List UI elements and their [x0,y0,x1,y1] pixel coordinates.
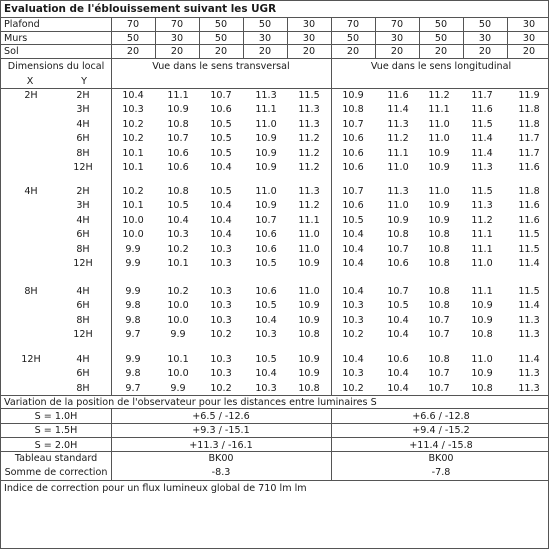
ugr-value-transverse: 10.5 [210,133,232,145]
ugr-value-longitudinal: 11.6 [387,90,409,101]
ugr-value-transverse: 10.0 [167,300,189,312]
ugr-value-transverse: 10.6 [167,147,189,159]
ugr-value-longitudinal: 10.7 [428,329,450,341]
ugr-value-transverse: 10.4 [255,368,277,380]
rule [1,31,549,32]
reflectance-value: 70 [346,19,360,30]
reflectance-value: 20 [346,46,360,57]
ugr-value-transverse: 10.1 [122,200,144,212]
ugr-value-transverse: 11.1 [167,90,189,101]
ugr-value-longitudinal: 10.6 [387,258,409,269]
ugr-value-longitudinal: 11.1 [471,243,493,255]
room-y-dimension: 6H [76,368,90,380]
room-y-dimension: 6H [76,229,90,241]
x-label: X [26,76,34,87]
ugr-value-transverse: 10.3 [210,354,232,365]
ugr-value-longitudinal: 11.9 [518,90,540,101]
ugr-value-longitudinal: 11.6 [518,214,540,226]
ugr-value-longitudinal: 11.1 [387,147,409,159]
reflectance-value: 30 [302,32,316,44]
reflectance-value: 30 [302,19,316,30]
ugr-value-longitudinal: 10.9 [387,214,409,226]
ugr-value-transverse: 10.3 [210,314,232,326]
ugr-value-longitudinal: 10.7 [342,186,364,197]
ugr-value-transverse: 10.7 [255,214,277,226]
ugr-value-longitudinal: 10.9 [471,300,493,312]
ugr-value-transverse: 10.5 [210,186,232,197]
room-y-dimension: 4H [76,286,90,297]
ugr-value-longitudinal: 11.3 [518,329,540,341]
ugr-value-transverse: 10.5 [255,300,277,312]
room-y-dimension: 12H [73,258,93,269]
ugr-value-longitudinal: 11.7 [471,90,493,101]
reflectance-value: 50 [434,32,448,44]
ugr-value-transverse: 10.3 [210,368,232,380]
ugr-value-transverse: 10.9 [298,300,320,312]
ugr-value-transverse: 9.8 [125,300,141,312]
ugr-value-transverse: 10.8 [298,382,320,394]
reflectance-value: 30 [478,32,492,44]
ugr-value-longitudinal: 10.7 [387,243,409,255]
ugr-value-transverse: 10.7 [167,133,189,145]
ugr-value-transverse: 11.3 [298,186,320,197]
rule [463,17,464,58]
ugr-value-transverse: 10.5 [210,147,232,159]
ugr-value-longitudinal: 11.4 [387,104,409,116]
reflectance-value: 20 [302,46,316,57]
reflectance-value: 30 [390,32,404,44]
dimensions-label: Dimensions du local [7,61,105,72]
ugr-value-transverse: 10.9 [298,314,320,326]
ugr-value-longitudinal: 11.4 [471,147,493,159]
reflectance-label: Sol [4,46,19,57]
room-y-dimension: 6H [76,133,90,145]
ugr-value-longitudinal: 10.6 [342,162,364,173]
ugr-value-longitudinal: 10.4 [387,382,409,394]
ugr-value-longitudinal: 10.4 [387,314,409,326]
reflectance-value: 20 [126,46,140,57]
ugr-value-transverse: 9.7 [125,382,141,394]
reflectance-value: 70 [126,19,140,30]
ugr-value-longitudinal: 11.1 [428,104,450,116]
reflectance-value: 50 [346,32,360,44]
reflectance-value: 70 [390,19,404,30]
ugr-value-longitudinal: 10.7 [428,382,450,394]
ugr-value-longitudinal: 10.4 [342,258,364,269]
room-x-dimension: 8H [24,286,38,297]
ugr-value-transverse: 10.9 [167,104,189,116]
room-x-dimension: 4H [24,186,38,197]
ugr-value-longitudinal: 11.4 [471,133,493,145]
rule [243,17,244,58]
ugr-value-transverse: 10.6 [167,162,189,173]
rule [375,17,376,58]
reflectance-value: 20 [434,46,448,57]
ugr-value-longitudinal: 11.4 [518,354,540,365]
ugr-value-transverse: 11.0 [298,243,320,255]
ugr-value-transverse: 10.1 [167,354,189,365]
ugr-value-transverse: 10.2 [167,286,189,297]
transverse-view-label: Vue dans le sens transversal [152,61,290,72]
ugr-value-transverse: 11.3 [298,104,320,116]
ugr-value-transverse: 9.9 [170,329,186,341]
room-y-dimension: 8H [76,382,90,394]
ugr-value-transverse: 11.2 [298,162,320,173]
ugr-value-longitudinal: 11.5 [518,243,540,255]
rule [331,408,332,480]
ugr-value-transverse: 10.5 [255,354,277,365]
ugr-value-longitudinal: 10.4 [342,229,364,241]
room-x-dimension: 2H [24,90,38,101]
ugr-value-transverse: 10.0 [122,214,144,226]
reflectance-value: 30 [522,32,536,44]
rule [155,17,156,58]
ugr-value-transverse: 11.2 [298,200,320,212]
ugr-value-transverse: 11.0 [255,186,277,197]
ugr-value-longitudinal: 10.7 [428,314,450,326]
ugr-value-transverse: 10.3 [210,243,232,255]
correction-sum-longitudinal: -7.8 [431,467,451,478]
room-y-dimension: 2H [76,186,90,197]
ugr-value-transverse: 10.1 [122,147,144,159]
ugr-value-transverse: 9.8 [125,314,141,326]
reflectance-value: 50 [214,32,228,44]
rule [1,480,549,481]
ugr-value-longitudinal: 10.8 [387,229,409,241]
ugr-value-longitudinal: 10.8 [428,243,450,255]
ugr-value-longitudinal: 11.4 [518,258,540,269]
ugr-value-transverse: 10.2 [122,133,144,145]
rule [1,44,549,45]
ugr-value-transverse: 9.9 [125,354,141,365]
reflectance-value: 30 [170,32,184,44]
reflectance-value: 50 [478,19,492,30]
ugr-value-transverse: 10.4 [167,214,189,226]
ugr-value-longitudinal: 10.9 [428,200,450,212]
ugr-value-longitudinal: 10.8 [428,229,450,241]
ugr-value-longitudinal: 11.3 [518,368,540,380]
spacing-label: S = 1.5H [34,425,78,437]
ugr-value-longitudinal: 11.0 [428,186,450,197]
ugr-value-transverse: 10.9 [298,354,320,365]
ugr-value-transverse: 10.5 [210,118,232,130]
ugr-value-transverse: 10.8 [298,329,320,341]
room-y-dimension: 8H [76,243,90,255]
reflectance-value: 20 [522,46,536,57]
ugr-value-transverse: 10.0 [167,314,189,326]
ugr-value-longitudinal: 10.4 [342,354,364,365]
ugr-value-longitudinal: 11.3 [387,118,409,130]
ugr-value-longitudinal: 10.7 [342,118,364,130]
ugr-value-transverse: 10.6 [255,229,277,241]
ugr-value-longitudinal: 10.6 [387,354,409,365]
ugr-value-transverse: 11.3 [255,90,277,101]
rule [1,408,549,409]
variation-transverse: +11.3 / -16.1 [189,439,253,451]
ugr-value-transverse: 11.0 [298,229,320,241]
ugr-value-transverse: 10.0 [122,229,144,241]
ugr-value-transverse: 10.4 [210,162,232,173]
ugr-value-longitudinal: 11.0 [471,258,493,269]
variation-longitudinal: +6.6 / -12.8 [412,411,470,422]
ugr-value-transverse: 10.1 [122,162,144,173]
reflectance-value: 50 [258,19,272,30]
reflectance-label: Plafond [4,19,40,30]
ugr-value-longitudinal: 11.0 [428,118,450,130]
room-y-dimension: 4H [76,118,90,130]
ugr-value-transverse: 10.9 [255,162,277,173]
ugr-value-longitudinal: 11.8 [518,104,540,116]
ugr-value-transverse: 9.9 [125,286,141,297]
variation-longitudinal: +11.4 / -15.8 [409,439,473,451]
room-y-dimension: 3H [76,200,90,212]
reflectance-value: 20 [478,46,492,57]
ugr-value-transverse: 11.1 [255,104,277,116]
ugr-value-longitudinal: 11.2 [471,214,493,226]
ugr-value-transverse: 10.3 [210,286,232,297]
y-label: Y [81,76,87,87]
variation-label: Variation de la position de l'observateur pour les distances entre luminaires S [4,397,377,408]
ugr-value-longitudinal: 10.4 [387,329,409,341]
reflectance-label: Murs [4,32,28,44]
ugr-value-transverse: 10.9 [255,147,277,159]
ugr-value-transverse: 9.9 [170,382,186,394]
ugr-value-longitudinal: 10.5 [342,214,364,226]
ugr-value-transverse: 10.6 [210,104,232,116]
reflectance-value: 50 [126,32,140,44]
ugr-value-longitudinal: 10.5 [387,300,409,312]
ugr-value-longitudinal: 11.3 [518,382,540,394]
ugr-value-longitudinal: 11.3 [387,186,409,197]
spacing-label: S = 2.0H [34,439,78,451]
ugr-value-longitudinal: 10.7 [428,368,450,380]
ugr-value-longitudinal: 10.4 [342,243,364,255]
reflectance-value: 20 [214,46,228,57]
ugr-value-longitudinal: 11.5 [518,229,540,241]
ugr-value-transverse: 10.9 [298,258,320,269]
ugr-value-longitudinal: 10.3 [342,314,364,326]
reflectance-value: 50 [434,19,448,30]
standard-table-longitudinal: BK00 [428,453,454,464]
ugr-value-transverse: 10.4 [210,229,232,241]
ugr-value-longitudinal: 10.4 [387,368,409,380]
ugr-value-longitudinal: 10.2 [342,382,364,394]
ugr-value-transverse: 10.3 [255,329,277,341]
rule [1,395,549,396]
room-y-dimension: 4H [76,354,90,365]
ugr-value-transverse: 10.4 [255,314,277,326]
ugr-value-transverse: 10.4 [210,200,232,212]
ugr-value-transverse: 11.0 [298,286,320,297]
ugr-value-transverse: 9.7 [125,329,141,341]
ugr-value-longitudinal: 10.2 [342,329,364,341]
ugr-value-longitudinal: 10.8 [471,382,493,394]
rule [419,17,420,58]
ugr-value-transverse: 9.9 [125,243,141,255]
room-y-dimension: 3H [76,104,90,116]
ugr-value-longitudinal: 10.8 [342,104,364,116]
ugr-value-longitudinal: 10.9 [471,314,493,326]
reflectance-value: 20 [258,46,272,57]
room-y-dimension: 8H [76,314,90,326]
ugr-value-transverse: 10.9 [298,368,320,380]
ugr-value-longitudinal: 11.7 [518,133,540,145]
ugr-value-longitudinal: 11.0 [387,200,409,212]
rule [1,88,549,89]
ugr-value-transverse: 10.2 [210,329,232,341]
rule [1,58,549,59]
ugr-value-longitudinal: 10.6 [342,147,364,159]
ugr-value-longitudinal: 11.6 [518,162,540,173]
ugr-value-transverse: 11.2 [298,133,320,145]
ugr-value-transverse: 11.5 [298,90,320,101]
ugr-value-longitudinal: 10.3 [342,300,364,312]
reflectance-value: 20 [170,46,184,57]
ugr-value-longitudinal: 10.8 [428,354,450,365]
ugr-value-longitudinal: 11.3 [471,162,493,173]
ugr-value-transverse: 10.8 [167,186,189,197]
ugr-value-longitudinal: 11.6 [518,200,540,212]
ugr-value-transverse: 11.0 [255,118,277,130]
ugr-value-transverse: 10.2 [122,118,144,130]
ugr-value-transverse: 10.2 [210,382,232,394]
standard-table-label: Tableau standard [14,453,98,464]
longitudinal-view-label: Vue dans le sens longitudinal [370,61,512,72]
ugr-value-transverse: 10.5 [167,200,189,212]
ugr-value-longitudinal: 10.8 [428,286,450,297]
ugr-value-transverse: 10.0 [167,368,189,380]
ugr-value-transverse: 9.9 [125,258,141,269]
ugr-value-transverse: 10.4 [210,214,232,226]
ugr-value-transverse: 10.7 [210,90,232,101]
variation-longitudinal: +9.4 / -15.2 [412,425,470,437]
ugr-value-longitudinal: 11.4 [518,300,540,312]
ugr-value-longitudinal: 11.2 [387,133,409,145]
rule [111,17,112,395]
ugr-value-transverse: 10.3 [122,104,144,116]
rule [1,423,549,424]
room-y-dimension: 8H [76,147,90,159]
footer-note: Indice de correction pour un flux lumineux global de 710 lm lm [4,483,307,494]
ugr-value-longitudinal: 10.9 [342,90,364,101]
ugr-value-longitudinal: 11.3 [518,314,540,326]
ugr-value-longitudinal: 11.1 [471,229,493,241]
ugr-value-longitudinal: 10.8 [471,329,493,341]
ugr-value-transverse: 11.2 [298,147,320,159]
ugr-value-longitudinal: 11.3 [471,200,493,212]
ugr-value-longitudinal: 10.6 [342,200,364,212]
room-y-dimension: 12H [73,162,93,173]
ugr-value-transverse: 10.8 [167,118,189,130]
correction-sum-label: Somme de correction [4,467,108,478]
ugr-value-longitudinal: 11.0 [387,162,409,173]
standard-table-transverse: BK00 [208,453,234,464]
ugr-value-transverse: 10.2 [167,243,189,255]
reflectance-value: 30 [522,19,536,30]
ugr-value-longitudinal: 11.5 [471,186,493,197]
reflectance-value: 20 [390,46,404,57]
ugr-value-longitudinal: 10.8 [428,300,450,312]
reflectance-value: 70 [170,19,184,30]
ugr-value-longitudinal: 10.4 [342,286,364,297]
ugr-value-transverse: 9.8 [125,368,141,380]
ugr-value-longitudinal: 10.9 [428,214,450,226]
ugr-value-transverse: 10.2 [122,186,144,197]
ugr-value-transverse: 10.3 [167,229,189,241]
correction-sum-transverse: -8.3 [211,467,231,478]
ugr-value-transverse: 10.1 [167,258,189,269]
ugr-value-longitudinal: 11.8 [518,118,540,130]
spacing-label: S = 1.0H [34,411,78,422]
ugr-value-longitudinal: 11.7 [518,147,540,159]
ugr-value-transverse: 10.3 [210,300,232,312]
ugr-value-longitudinal: 11.5 [471,118,493,130]
ugr-value-longitudinal: 10.3 [342,368,364,380]
variation-transverse: +6.5 / -12.6 [192,411,250,422]
ugr-value-transverse: 11.3 [298,118,320,130]
ugr-value-transverse: 10.6 [255,243,277,255]
ugr-value-longitudinal: 10.9 [428,147,450,159]
ugr-value-transverse: 10.3 [255,382,277,394]
room-y-dimension: 6H [76,300,90,312]
rule [287,17,288,58]
rule [1,437,549,438]
ugr-value-longitudinal: 10.8 [428,258,450,269]
ugr-value-longitudinal: 10.9 [471,368,493,380]
ugr-value-transverse: 10.5 [255,258,277,269]
ugr-value-longitudinal: 11.1 [471,286,493,297]
ugr-value-transverse: 10.9 [255,200,277,212]
ugr-value-longitudinal: 10.9 [428,162,450,173]
rule [331,17,332,395]
ugr-value-longitudinal: 11.5 [518,286,540,297]
rule [111,408,112,480]
ugr-value-longitudinal: 10.7 [387,286,409,297]
variation-transverse: +9.3 / -15.1 [192,425,250,437]
room-y-dimension: 2H [76,90,90,101]
sheet-title: Evaluation de l'éblouissement suivant les UGR [4,3,277,15]
ugr-value-longitudinal: 11.2 [428,90,450,101]
room-x-dimension: 12H [21,354,41,365]
ugr-value-transverse: 10.9 [255,133,277,145]
ugr-value-longitudinal: 11.0 [471,354,493,365]
rule [507,17,508,58]
ugr-value-longitudinal: 10.6 [342,133,364,145]
reflectance-value: 30 [258,32,272,44]
ugr-value-longitudinal: 11.0 [428,133,450,145]
ugr-value-longitudinal: 11.6 [471,104,493,116]
ugr-value-longitudinal: 11.8 [518,186,540,197]
room-y-dimension: 12H [73,329,93,341]
rule [1,451,549,452]
rule [199,17,200,58]
ugr-value-transverse: 10.4 [122,90,144,101]
ugr-value-transverse: 10.6 [255,286,277,297]
rule [1,17,549,18]
reflectance-value: 50 [214,19,228,30]
ugr-value-transverse: 10.3 [210,258,232,269]
ugr-value-transverse: 11.1 [298,214,320,226]
room-y-dimension: 4H [76,214,90,226]
